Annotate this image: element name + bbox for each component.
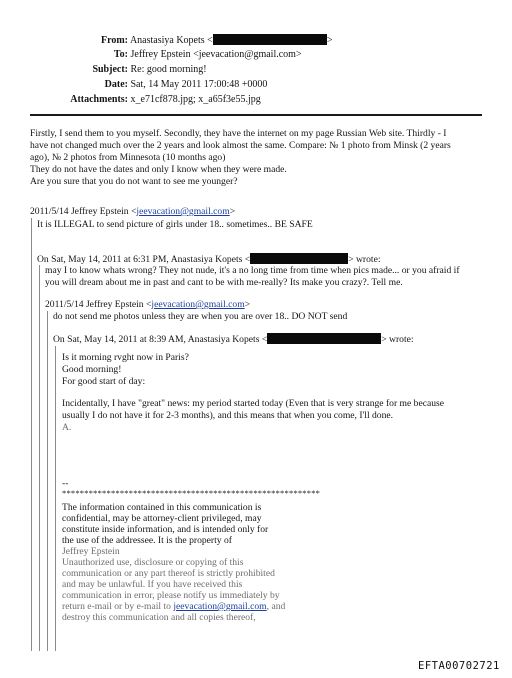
quote-attribution	[37, 253, 381, 265]
attribution-suffix: > wrote:	[381, 334, 414, 345]
attribution-suffix: >	[244, 299, 251, 310]
attribution-suffix: > wrote:	[348, 254, 381, 265]
quote-1-text: It is ILLEGAL to send picture of girls under 18.. sometimes.. BE SAFE	[37, 219, 313, 230]
redaction-box	[213, 34, 327, 45]
body-line: Firstly, I send them to you myself. Secondly, they have the internet on my page Russian Web site. Thirdly - I	[30, 128, 447, 139]
email-link[interactable]: jeevacation@gmail.com	[151, 299, 245, 310]
disclaimer-prefix: return e-mail or by e-mail to	[62, 601, 174, 612]
body-line: have not changed much over the 2 years and look almost the same. Compare: № 1 photo from Minsk (2 years	[30, 140, 451, 151]
attribution-prefix: 2011/5/14 Jeffrey Epstein <	[45, 299, 152, 310]
signature-dashes: --	[62, 478, 69, 489]
quote-line: you will dream about me in past and cant to be with me-really? Its make you crazy?. Tell me.	[45, 277, 403, 288]
from-row	[46, 34, 332, 46]
document-id: EFTA00702721	[418, 660, 500, 672]
attribution-suffix: >	[229, 206, 236, 217]
disclaimer-line: Jeffrey Epstein	[62, 546, 120, 557]
body-line: ago), № 2 photos from Minnesota (10 months ago)	[30, 152, 226, 163]
quote-line: Incidentally, I have "great" news: my period started today (Even that is very strange for me because	[62, 398, 445, 409]
quote-text	[37, 218, 313, 230]
redaction-box	[250, 253, 348, 264]
date-value: Sat, 14 May 2011 17:00:48 +0000	[130, 79, 268, 90]
header-divider	[30, 114, 482, 116]
subject-value: Re: good morning!	[130, 64, 207, 75]
quote-attribution	[53, 333, 414, 345]
from-value: Anastasiya Kopets <	[129, 35, 213, 46]
attachments-label: Attachments:	[70, 94, 128, 105]
quote-line: Is it morning rvght now in Paris?	[62, 352, 189, 363]
quote-line: Good morning!	[62, 364, 122, 375]
disclaimer-line: confidential, may be attorney-client privileged, may	[62, 513, 262, 524]
quote-bar	[39, 265, 40, 651]
disclaimer-line: the use of the addressee. It is the property of	[62, 535, 232, 546]
body-line: They do not have the dates and only I know when they were made.	[30, 164, 287, 175]
quote-line: For good start of day:	[62, 376, 146, 387]
disclaimer-line: constitute inside information, and is intended only for	[62, 524, 269, 535]
disclaimer-line: communication or any part thereof is strictly prohibited	[62, 568, 275, 579]
to-row	[46, 49, 302, 60]
quote-line: A.	[62, 422, 72, 433]
quote-attribution	[30, 206, 235, 217]
disclaimer-line: destroy this communication and all copies thereof,	[62, 612, 256, 623]
email-link[interactable]: jeevacation@gmail.com	[136, 206, 230, 217]
subject-label: Subject:	[92, 64, 128, 75]
quote-line: may I to know whats wrong? They not nude, it's a no long time from time when pics made... or you afraid if	[45, 265, 460, 276]
disclaimer-line	[62, 601, 285, 612]
from-label: From:	[100, 35, 128, 46]
from-tail: >	[326, 35, 333, 46]
quote-bar	[55, 346, 56, 651]
quote-bar	[47, 311, 48, 651]
attribution-prefix: On Sat, May 14, 2011 at 8:39 AM, Anastasiya Kopets <	[53, 334, 268, 345]
body-line: Are you sure that you do not want to see me younger?	[30, 176, 238, 187]
attachments-row	[46, 94, 261, 105]
quote-attribution	[45, 299, 250, 310]
disclaimer-suffix: , and	[266, 601, 286, 612]
quote-line: usually I do not have it for 2-3 months), and this means that when you come, I'll done.	[62, 410, 394, 421]
attribution-prefix: On Sat, May 14, 2011 at 6:31 PM, Anastasiya Kopets <	[37, 254, 251, 265]
signature-stars: **********************************************************	[62, 488, 321, 498]
email-link[interactable]: jeevacation@gmail.com	[173, 601, 267, 612]
to-label: To:	[113, 49, 128, 60]
subject-row	[46, 64, 207, 75]
attachments-value: x_e71cf878.jpg; x_a65f3e55.jpg	[130, 94, 261, 105]
redaction-box	[267, 333, 381, 344]
date-row	[46, 79, 267, 90]
to-value: Jeffrey Epstein <jeevacation@gmail.com>	[130, 49, 302, 60]
disclaimer-line: The information contained in this communication is	[62, 502, 262, 513]
disclaimer-line: communication in error, please notify us immediately by	[62, 590, 280, 601]
attribution-prefix: 2011/5/14 Jeffrey Epstein <	[30, 206, 137, 217]
disclaimer-line: and may be unlawful. If you have received this	[62, 579, 243, 590]
disclaimer-line: Unauthorized use, disclosure or copying of this	[62, 557, 244, 568]
quote-line: do not send me photos unless they are when you are over 18.. DO NOT send	[53, 311, 348, 322]
date-label: Date:	[104, 79, 128, 90]
quote-bar	[31, 218, 32, 651]
